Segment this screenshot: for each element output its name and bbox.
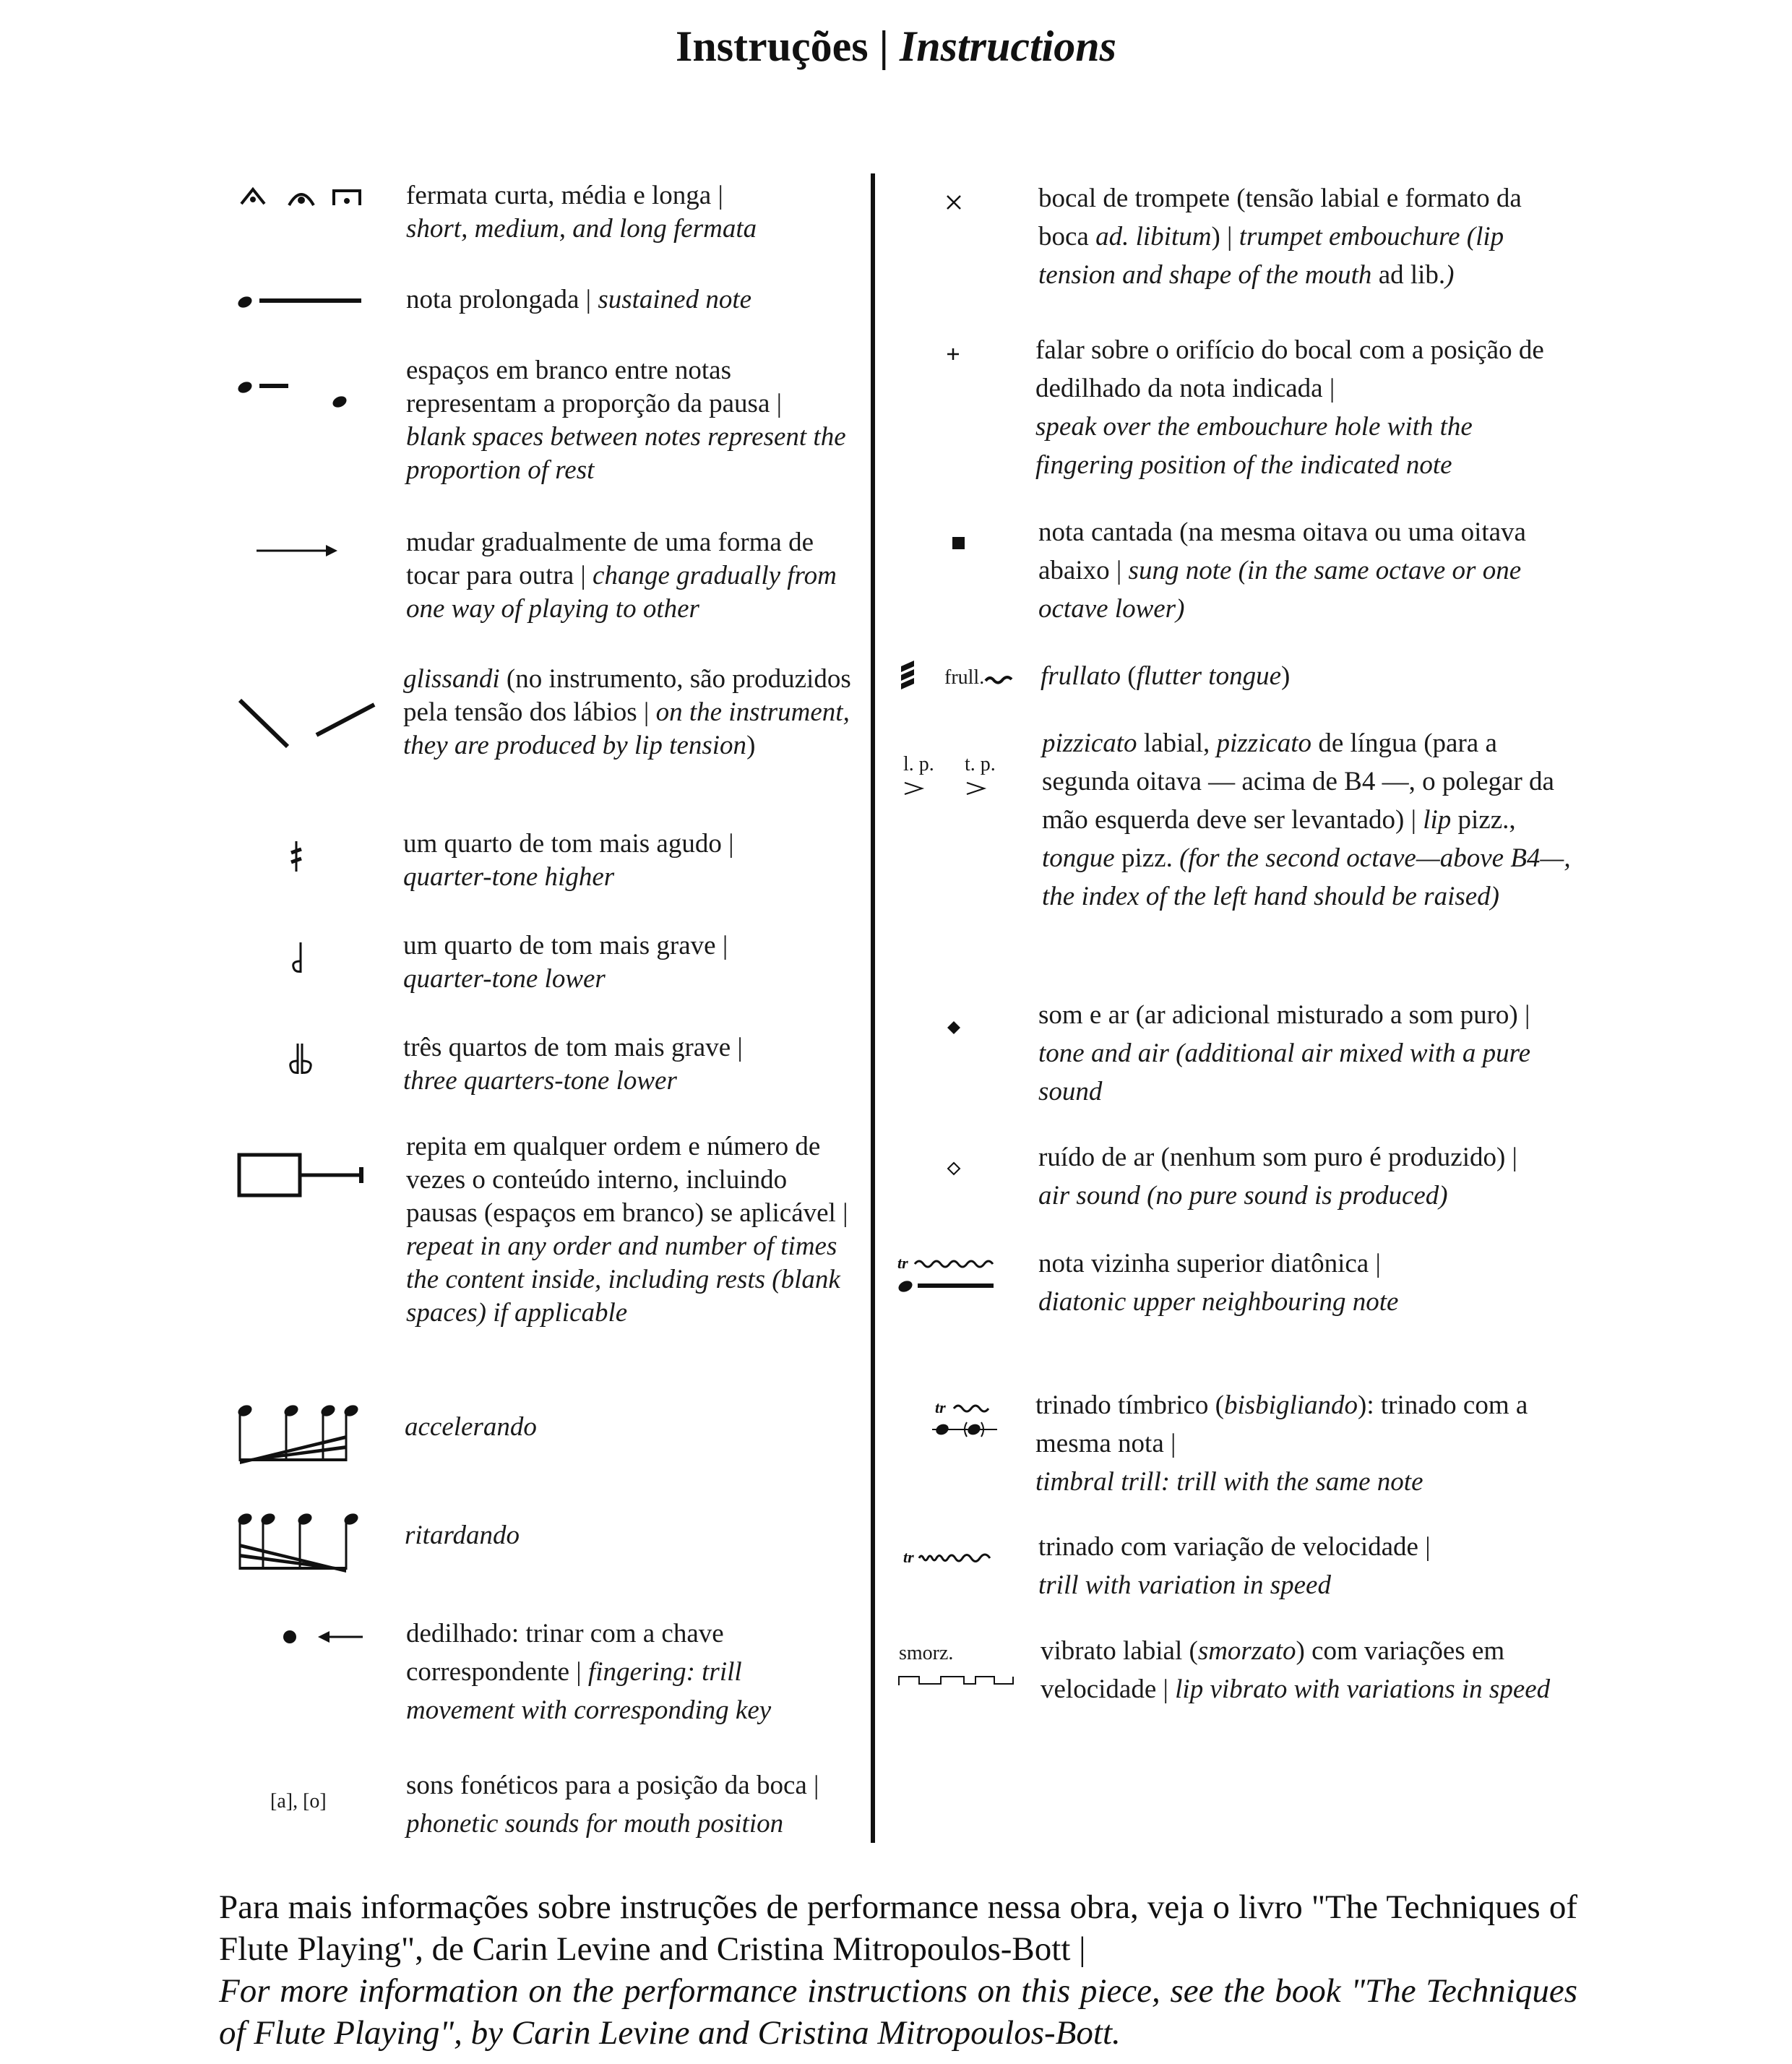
trumpet-en2: ) [1445,260,1455,290]
repeat-box-icon [237,1153,367,1203]
air-pt: ruído de ar (nenhum som puro é produzido) | [1038,1143,1517,1172]
blank-space-notes-icon [235,376,350,412]
smorz-it: smorzato [1197,1636,1296,1666]
speak-desc [1035,331,1570,484]
pizz-it5: (for the second octave—above B4—, the index of the left hand should be raised) [1042,843,1571,911]
title-en: Instructions [899,22,1117,70]
pizz-it2: pizzicato [1216,728,1312,758]
tqt-low-desc [403,1031,851,1098]
air-desc [1038,1138,1573,1215]
qt-high-pt: um quarto de tom mais agudo | [403,829,734,859]
frullato-wave-icon [984,674,1013,685]
column-divider [871,173,875,1843]
trumpet-pt2: ) | [1211,222,1239,251]
qt-low-en: quarter-tone lower [403,964,606,994]
repeat-pt: repita em qualquer ordem e número de vezes o conteúdo interno, incluindo pausas (espaços em branco) se aplicável | [406,1132,848,1228]
trill-line-icon [896,1254,997,1297]
arrow-desc [406,526,854,626]
trumpet-desc [1038,179,1573,294]
phonetic-pt: sons fonéticos para a posição da boca | [406,1771,819,1800]
smorz-en: lip vibrato with variations in speed [1175,1674,1551,1704]
fingering-arrow-icon [282,1626,369,1648]
fermata-desc [406,179,854,246]
diamond-filled-icon [947,1020,961,1035]
pizz-it3: lip [1423,805,1452,835]
trumpet-it1: ad. libitum [1095,222,1212,251]
accel-desc: accelerando [405,1412,537,1442]
timbral-trill-icon [932,1398,1012,1442]
arrow-pt: mudar gradualmente de uma forma de tocar para outra | [406,528,814,590]
gliss-pt: (no instrumento, são produzidos pela tensão dos lábios | [403,664,851,727]
svg-text:tr: tr [897,1254,908,1272]
frullato-symbol [944,661,1046,695]
fingering-desc [406,1614,854,1729]
repeat-en: repeat in any order and number of times the content inside, including rests (blank spaces) if applicable [406,1231,840,1328]
sung-pt: nota cantada (na mesma oitava ou uma oitava abaixo | [1038,517,1526,585]
qt-high-desc [403,827,851,894]
trill-speed-en: trill with variation in speed [1038,1570,1331,1600]
timbral-en: timbral trill: trill with the same note [1035,1467,1423,1497]
smorz-pt1: vibrato labial ( [1041,1636,1198,1666]
qt-low-desc [403,929,851,996]
footer-pt: Para mais informações sobre instruções de performance nessa obra, veja o livro "The Techniques of Flute Playing", de Carin Levine and Cristina Mitropoulos-Bott | [219,1888,1577,1968]
smorz-desc [1041,1632,1575,1708]
fingering-en: fingering: trill movement with corresponding key [406,1657,772,1725]
phonetic-symbol: [a], [o] [270,1790,327,1813]
timbral-desc [1035,1386,1570,1501]
trill-wave-icon [902,1547,1003,1568]
title-separator: | [868,22,900,70]
cross-notehead-icon [945,194,962,211]
pizz-it4: tongue [1042,843,1115,873]
neighbour-pt: nota vizinha superior diatônica | [1038,1249,1381,1278]
accelerando-beams-icon [237,1401,363,1466]
speak-en: speak over the embouchure hole with the fingering position of the indicated note [1035,412,1473,480]
tone-air-pt: som e ar (ar adicional misturado a som puro) | [1038,1000,1530,1030]
repeat-desc [406,1130,854,1330]
tqt-low-en: three quarters-tone lower [403,1066,677,1096]
pizz-pt2: de língua (para a segunda oitava — acima de B4 —, o polegar da mão esquerda deve ser levantado) | [1042,728,1554,835]
blank-en: blank spaces between notes represent the proportion of rest [406,422,846,485]
neighbour-desc [1038,1244,1573,1321]
tqt-low-pt: três quartos de tom mais grave | [403,1033,743,1062]
smorz-pt2: ) com variações em velocidade | [1041,1636,1505,1704]
qt-high-en: quarter-tone higher [403,862,615,892]
timbral-pt2: ): trinado com a mesma nota | [1035,1390,1528,1458]
sustained-note-icon [235,288,365,317]
fermata-icons [238,181,369,210]
trumpet-pt1: bocal de trompete (tensão labial e formato da boca [1038,184,1522,251]
quarter-flat-icon [290,939,305,976]
svg-text:tr: tr [935,1398,946,1416]
pizz-lp-symbol: l. p. [903,753,934,775]
frullato-mid: ( [1121,661,1137,691]
sustained-desc [406,283,854,317]
pizz-pt3: pizz., [1451,805,1516,835]
sung-desc [1038,513,1573,628]
tone-air-en: tone and air (additional air mixed with a pure sound [1038,1039,1531,1106]
three-quarter-flat-icon [288,1041,316,1077]
ritardando-beams-icon [237,1509,363,1574]
tone-air-desc [1038,996,1573,1111]
trill-speed-desc [1038,1528,1573,1604]
trumpet-en1: trumpet embouchure (lip tension and shape of the mouth [1038,222,1504,290]
fermata-pt: fermata curta, média e longa | [406,181,723,210]
frullato-en2: flutter tongue [1136,661,1282,691]
phonetic-desc [406,1766,854,1843]
quarter-sharp-icon [289,838,303,874]
frullato-icon [900,659,917,692]
diamond-hollow-icon [947,1161,961,1176]
phonetic-en: phonetic sounds for mouth position [406,1809,784,1839]
svg-text:tr: tr [903,1548,914,1566]
fermata-en: short, medium, and long fermata [406,214,757,244]
gliss-en1: glissandi [403,664,500,694]
pizz-desc [1042,724,1577,916]
fingering-pt: dedilhado: trinar com a chave correspondente | [406,1619,724,1687]
pizz-it1: pizzicato [1042,728,1137,758]
timbral-it: bisbigliando [1224,1390,1358,1420]
sustained-en: sustained note [598,285,752,314]
pizz-pt1: labial, [1137,728,1217,758]
frullato-sym-text: frull. [944,666,985,689]
footer-en: For more information on the performance instructions on this piece, see the book "The Techniques of Flute Playing", by Carin Levine and Cristina Mitropoulos-Bott. [219,1972,1577,2052]
footer-note [219,1886,1577,2054]
pizz-pt4: pizz. [1114,843,1180,873]
air-en: air sound (no pure sound is produced) [1038,1181,1448,1211]
speak-pt: falar sobre o orifício do bocal com a posição de dedilhado da nota indicada | [1035,335,1544,403]
plus-icon [946,347,960,361]
sung-en: sung note (in the same octave or one octave lower) [1038,556,1522,624]
trill-speed-pt: trinado com variação de velocidade | [1038,1532,1431,1562]
sustained-pt: nota prolongada | [406,285,598,314]
page-title [0,20,1792,72]
qt-low-pt: um quarto de tom mais grave | [403,931,728,960]
smorzato-square-wave-icon [897,1668,1020,1690]
pizzicato-accent-icon [903,781,997,796]
title-pt: Instruções [675,22,869,70]
frullato-en1: frullato [1041,661,1121,691]
blank-desc [406,354,854,487]
timbral-pt1: trinado tímbrico ( [1035,1390,1224,1420]
square-notehead-icon [952,536,966,551]
trumpet-plain: ad lib. [1378,260,1446,290]
smorz-symbol: smorz. [899,1642,954,1664]
arrow-en: change gradually from one way of playing to other [406,561,837,624]
blank-pt: espaços em branco entre notas representam a proporção da pausa | [406,356,783,418]
gliss-en2: on the instrument, they are produced by lip tension [403,697,850,760]
frullato-desc [1041,657,1575,695]
pizz-tp-symbol: t. p. [965,753,996,775]
gliss-close: ) [746,731,756,760]
glissandi-desc [403,663,851,762]
neighbour-en: diatonic upper neighbouring note [1038,1287,1399,1317]
arrow-right-icon [257,541,343,562]
glissandi-icon [237,697,382,755]
rit-desc: ritardando [405,1521,520,1550]
frullato-close: ) [1281,661,1291,691]
